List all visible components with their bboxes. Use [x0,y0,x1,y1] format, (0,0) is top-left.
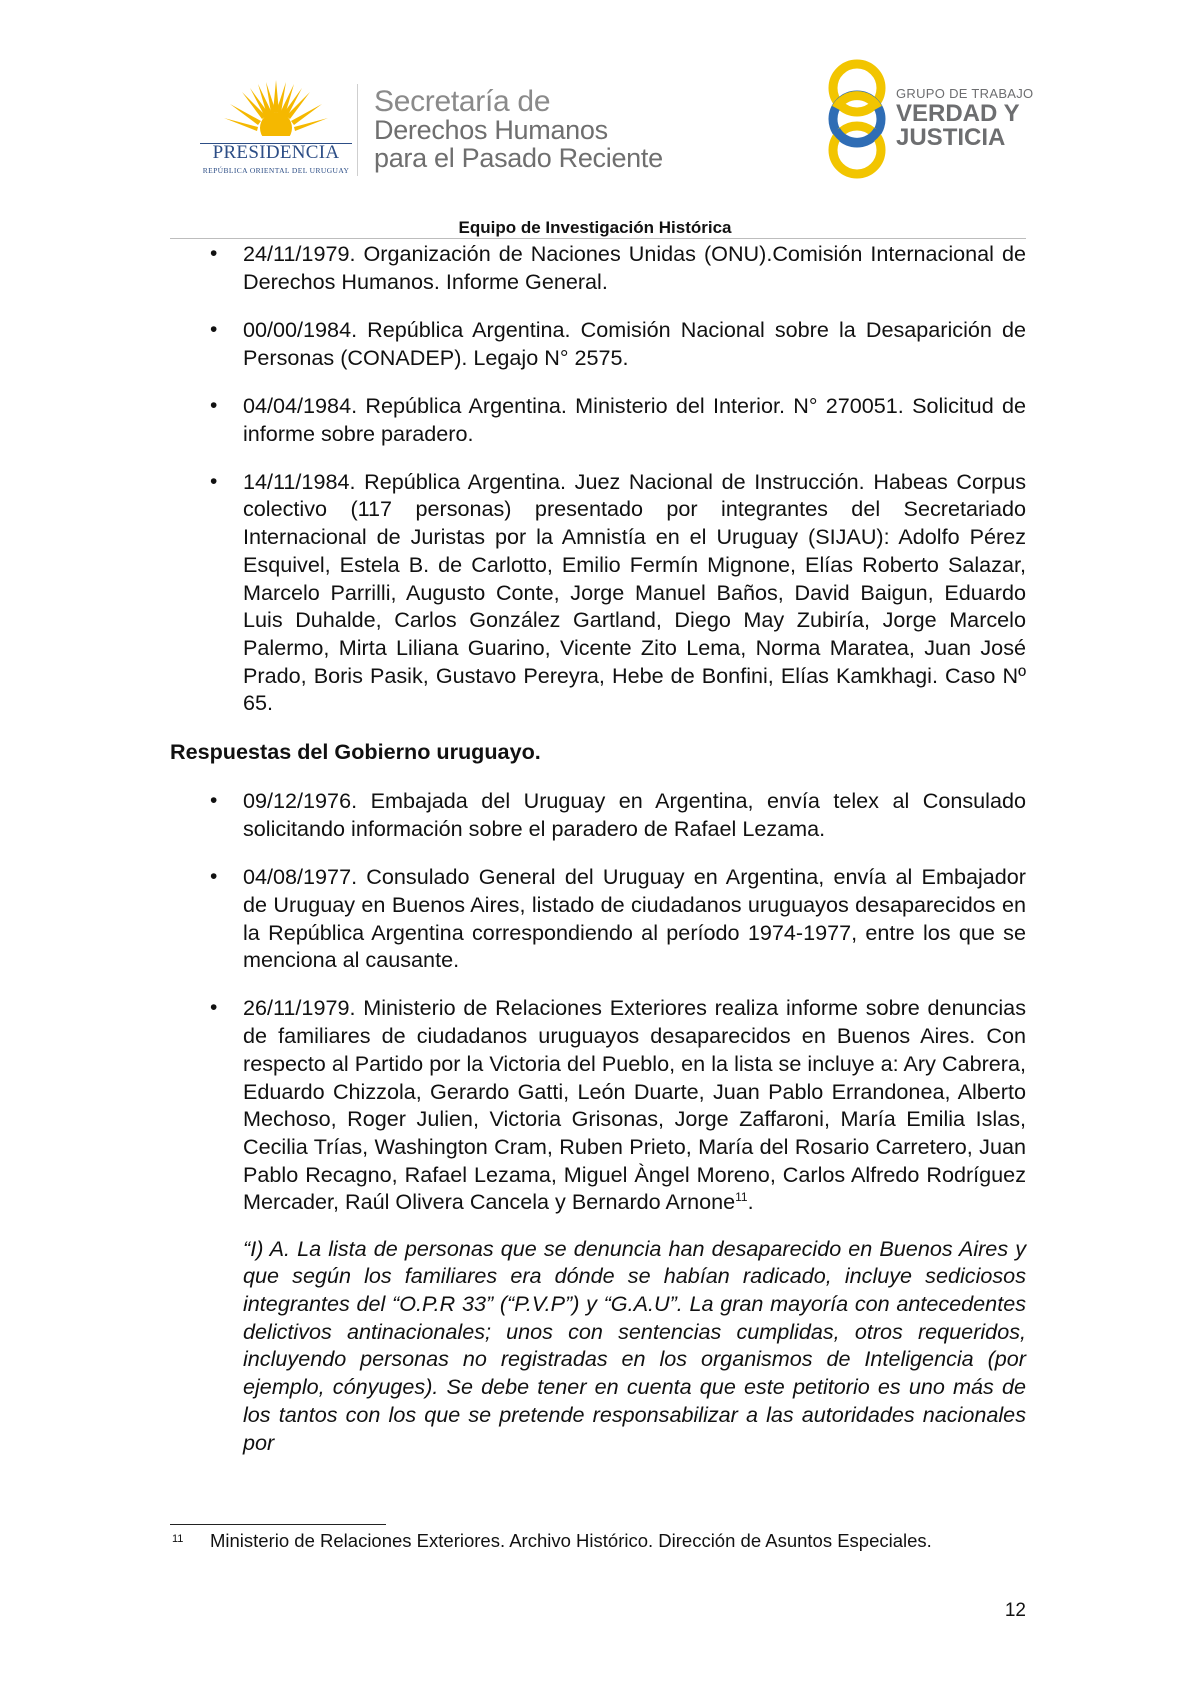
sources-list [170,240,1026,717]
secretaria-line-3: para el Pasado Reciente [374,143,663,173]
bullet: • [210,317,218,341]
list-item [170,863,1026,974]
presidencia-logo [196,78,356,178]
header-rule [170,238,1026,239]
list-item-tail: . [747,1189,754,1215]
list-item-text: 04/08/1977. Consulado General del Uruguay en Argentina, envía al Embajador de Uruguay en Buenos Aires, listado de ciudadanos uruguayos desaparecidos en la República Argentina correspondiendo al período 1974-1977, entre los que se menciona al causante. [243,864,1026,973]
bullet: • [210,789,218,813]
list-item [170,787,1026,842]
list-item-text: 04/04/1984. República Argentina. Ministerio del Interior. N° 270051. Solicitud de informe sobre paradero. [243,392,1026,446]
government-responses-list [170,787,1026,1216]
page-header [0,0,1190,210]
list-item [170,468,1026,717]
sun-emblem-icon [196,78,356,142]
list-item [170,994,1026,1216]
list-item-text: 26/11/1979. Ministerio de Relaciones Exteriores realiza informe sobre denuncias de familiares de ciudadanos uruguayos desaparecidos en Buenos Aires. Con respecto al Partido por la Victoria del Pueblo, en la lista se incluye a: Ary Cabrera, Eduardo Chizzola, Gerardo Gatti, León Duarte, Juan Pablo Errandonea, Alberto Mechoso, Roger Julien, Victoria Grisonas, Jorge Zaffaroni, María Emilia Islas, Cecilia Trías, Washington Cram, Ruben Prieto, María del Rosario Carretero, Juan Pablo Recagno, Rafael Lezama, Miguel Àngel Moreno, Carlos Alfredo Rodríguez Mercader, Raúl Olivera Cancela y Bernardo Arnone [243,995,1026,1215]
interlocked-rings-icon [822,58,892,180]
presidencia-name: PRESIDENCIA [212,142,340,163]
list-item [170,240,1026,295]
list-item-text: 00/00/1984. República Argentina. Comisión Nacional sobre la Desaparición de Personas (CONADEP). Legajo N° 2575. [243,316,1026,370]
bullet: • [210,242,218,265]
secretaria-line-1: Secretaría de [374,85,551,118]
bullet: • [210,865,218,889]
footnote-number: 11 [172,1533,184,1545]
team-title: Equipo de Investigación Histórica [458,218,732,237]
list-item-text-wrapper [243,994,1026,1216]
secretaria-line-2: Derechos Humanos [374,115,608,145]
footnote-reference[interactable]: 11 [735,1190,748,1205]
document-body [170,240,1026,1456]
list-item [170,392,1026,447]
grupo-line-1: GRUPO DE TRABAJO [896,86,1034,101]
grupo-line-2: VERDAD Y [896,100,1020,127]
list-item-text: 14/11/1984. República Argentina. Juez Nacional de Instrucción. Habeas Corpus colectivo (117 personas) presentado por integrantes del Secretariado Internacional de Juristas por la Amnistía en el Uruguay (SIJAU): Adolfo Pérez Esquivel, Estela B. de Carlotto, Emilio Fermín Mignone, Elías Roberto Salazar, Marcelo Parrilli, Augusto Conte, Jorge Manuel Baños, David Baigun, Eduardo Luis Duhalde, Carlos González Gartland, Diego May Zubiría, Jorge Marcelo Palermo, Mirta Liliana Guarino, Vicente Zito Lema, Norma Maratea, Juan José Prado, Boris Pasik, Gustavo Pereyra, Hebe de Bonfini, Elías Kamkhagi. Caso Nº 65. [243,468,1026,716]
list-item-text: 24/11/1979. Organización de Naciones Unidas (ONU).Comisión Internacional de Derechos Humanos. Informe General. [243,241,1026,294]
bullet: • [210,469,218,493]
header-divider [357,84,358,176]
grupo-trabajo-logo [822,58,1032,180]
presidencia-subtitle: REPÚBLICA ORIENTAL DEL URUGUAY [202,166,350,175]
section-heading: Respuestas del Gobierno uruguayo. [170,738,541,764]
footnote-text: Ministerio de Relaciones Exteriores. Archivo Histórico. Dirección de Asuntos Especiales. [210,1530,932,1551]
bullet: • [210,393,218,417]
bullet: • [210,996,218,1020]
page-number: 12 [1004,1600,1026,1621]
grupo-line-3: JUSTICIA [896,124,1006,151]
secretaria-logo-text [374,85,663,173]
quoted-report: “I) A. La lista de personas que se denuncia han desaparecido en Buenos Aires y que según los familiares era dónde se habían radicado, incluye sediciosos integrantes del “O.P.R 33” (“P.V.P”) y “G.A.U”. La gran mayoría con antecedentes delictivos antinacionales; unos con sentencias cumplidas, otros requeridos, incluyendo personas no registradas en los organismos de Inteligencia (por ejemplo, cónyuges). Se debe tener en cuenta que este petitorio es uno más de los tantos con los que se pretende responsabilizar a las autoridades nacionales por [243,1235,1026,1455]
list-item [170,316,1026,371]
list-item-text: 09/12/1976. Embajada del Uruguay en Argentina, envía telex al Consulado solicitando información sobre el paradero de Rafael Lezama. [243,788,1026,841]
footnote-separator [170,1524,386,1525]
